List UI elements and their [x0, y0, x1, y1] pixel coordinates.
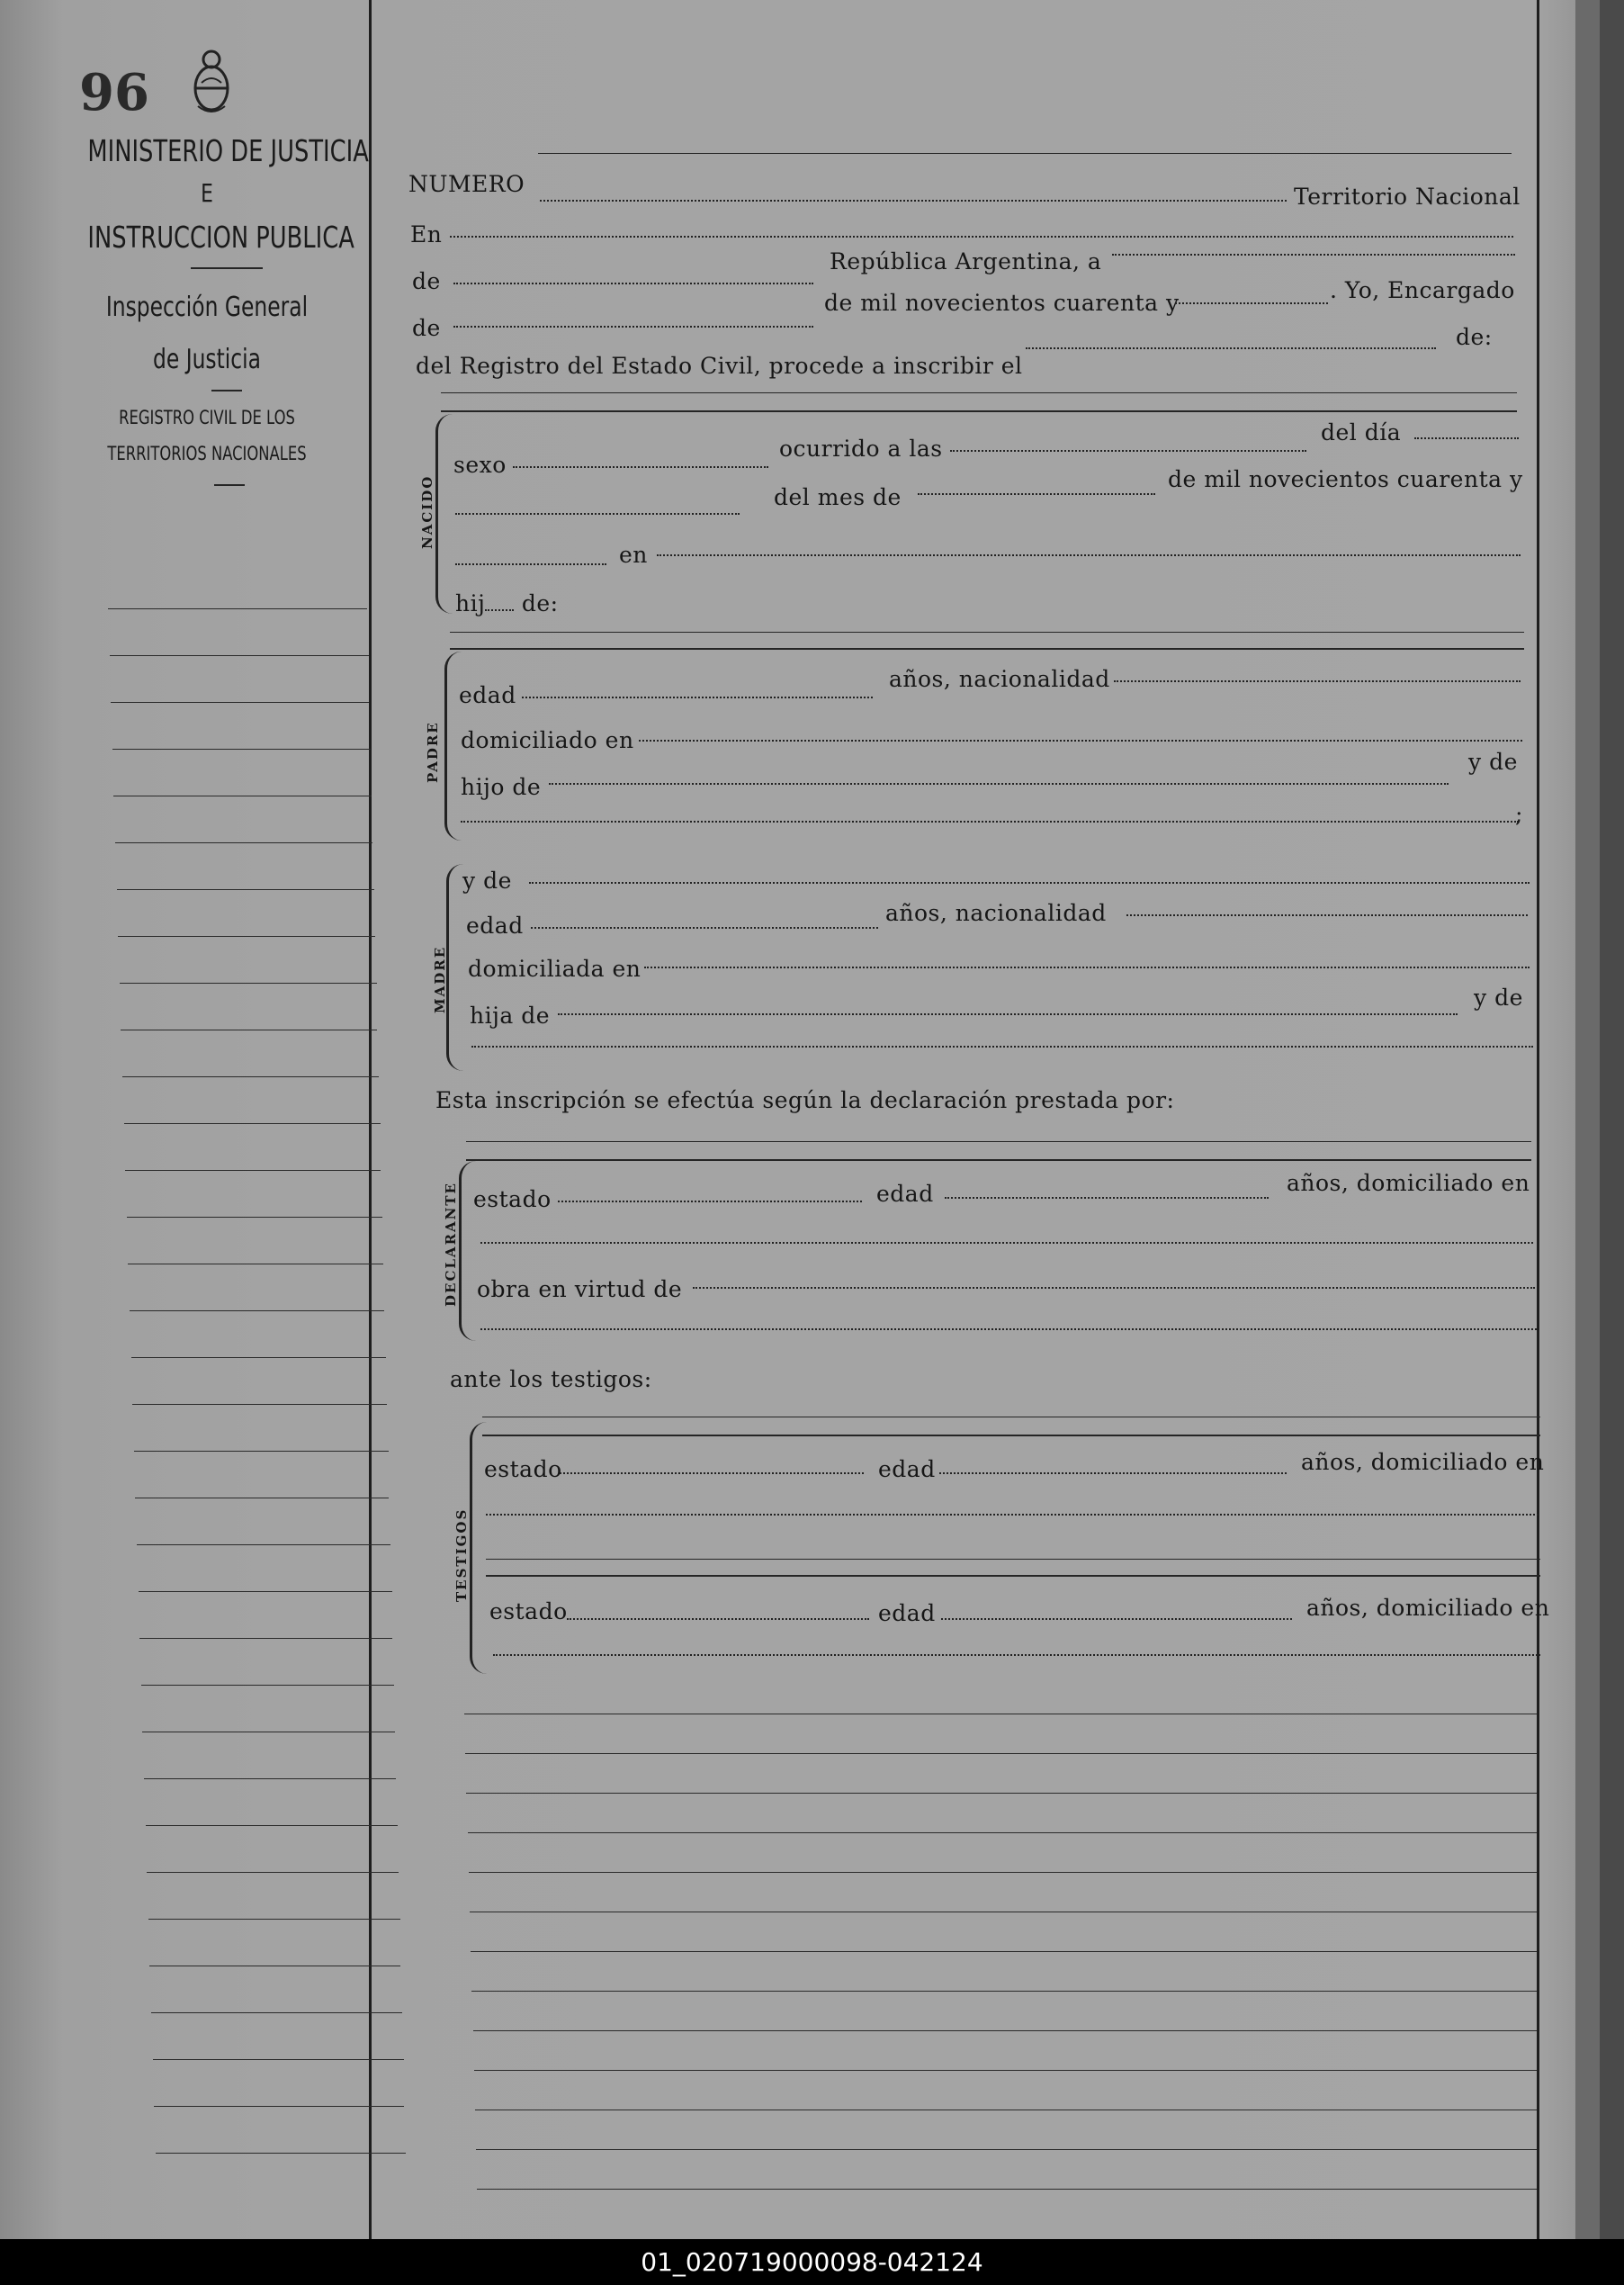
- hij-text: hij: [455, 590, 486, 616]
- testigo1-domicilio-field[interactable]: [486, 1514, 1539, 1516]
- blank-line[interactable]: [477, 2189, 1537, 2190]
- margin-note-line[interactable]: [110, 655, 369, 656]
- del-dia-label: del día: [1321, 419, 1402, 445]
- testigo2-edad-label: edad: [878, 1600, 936, 1626]
- en-nac-label: en: [619, 542, 648, 568]
- del-mes-label: del mes de: [774, 484, 902, 510]
- margin-note-line[interactable]: [137, 1544, 390, 1545]
- madre-domiciliada-label: domiciliada en: [468, 956, 642, 982]
- testigo2-domicilio-field[interactable]: [493, 1654, 1540, 1656]
- madre-hija-de-label: hija de: [470, 1003, 550, 1029]
- margin-note-line[interactable]: [108, 608, 367, 609]
- margin-note-line[interactable]: [131, 1357, 386, 1358]
- image-id-bar: [0, 2239, 1624, 2285]
- padre-edad-field[interactable]: [522, 697, 873, 698]
- rule-d: [450, 648, 1524, 650]
- hora-field[interactable]: [950, 450, 1306, 452]
- mes-field[interactable]: [918, 493, 1155, 495]
- testigo1-edad-label: edad: [878, 1456, 936, 1482]
- blank-line[interactable]: [471, 1991, 1537, 1992]
- padre-brace: [444, 652, 462, 841]
- declarante-domicilio-field[interactable]: [480, 1242, 1533, 1244]
- margin-note-line[interactable]: [118, 936, 375, 937]
- padre-nacionalidad-field[interactable]: [1114, 680, 1521, 682]
- margin-note-line[interactable]: [130, 1310, 384, 1311]
- mil-novecientos-label: de mil novecientos cuarenta y: [824, 290, 1180, 316]
- testigos-side-label: TESTIGOS: [453, 1507, 470, 1602]
- padre-hijo-de-field[interactable]: [549, 783, 1449, 785]
- hij-label: [455, 590, 559, 616]
- registry-line2: TERRITORIOS NACIONALES: [107, 443, 307, 464]
- margin-note-line[interactable]: [132, 1404, 387, 1405]
- margin-note-line[interactable]: [112, 749, 371, 750]
- page-edge: [1575, 0, 1600, 2239]
- rule-a: [441, 392, 1517, 393]
- lugar-field[interactable]: [657, 554, 1521, 556]
- margin-note-line[interactable]: [151, 2012, 402, 2013]
- ante-testigos-label: ante los testigos:: [450, 1366, 652, 1392]
- margin-note-line[interactable]: [125, 1170, 381, 1171]
- rule-e: [466, 1141, 1531, 1142]
- esta-inscripcion-label: Esta inscripción se efectúa según la declaración prestada por:: [435, 1087, 1175, 1113]
- margin-note-line[interactable]: [154, 2106, 404, 2107]
- ministry-line2: E: [201, 178, 213, 208]
- madre-edad-label: edad: [466, 913, 524, 939]
- margin-note-line[interactable]: [127, 1217, 382, 1218]
- numero-field[interactable]: [540, 200, 1287, 202]
- testigo1-edad-field[interactable]: [939, 1472, 1287, 1474]
- madre-edad-field[interactable]: [531, 927, 878, 929]
- madre-y-de-label: y de: [462, 868, 512, 894]
- madre-y-de-label-2: y de: [1474, 985, 1523, 1011]
- dia-field[interactable]: [1414, 437, 1519, 439]
- margin-note-line[interactable]: [139, 1591, 392, 1592]
- rule-h: [482, 1435, 1540, 1436]
- margin-note-line[interactable]: [141, 1685, 394, 1686]
- margin-note-line[interactable]: [120, 983, 377, 984]
- testigo1-estado-field[interactable]: [560, 1472, 864, 1474]
- margin-note-line[interactable]: [156, 2153, 406, 2154]
- madre-nombre-field[interactable]: [529, 882, 1530, 884]
- blank-line[interactable]: [465, 1753, 1537, 1754]
- ocurrido-label: ocurrido a las: [779, 436, 943, 462]
- anio-nac-field[interactable]: [455, 563, 606, 565]
- margin-note-line[interactable]: [115, 842, 372, 843]
- nacido-brace: [435, 414, 453, 614]
- margin-note-line[interactable]: [124, 1123, 381, 1124]
- margin-note-line[interactable]: [117, 889, 374, 890]
- padre-domiciliado-label: domiciliado en: [461, 727, 634, 753]
- semicolon: ;: [1515, 801, 1523, 827]
- header-rule-2: [211, 390, 242, 391]
- declarante-obra-field[interactable]: [693, 1287, 1535, 1289]
- anio-field[interactable]: [1175, 302, 1328, 304]
- territorio-label: Territorio Nacional: [1294, 184, 1521, 210]
- padre-y-de-label: y de: [1468, 749, 1518, 775]
- page-number: 96: [79, 63, 149, 122]
- de-label-1: de: [412, 268, 441, 294]
- republica-label: República Argentina, a: [830, 248, 1102, 274]
- declarante-estado-label: estado: [473, 1186, 552, 1212]
- declarante-obra-label: obra en virtud de: [477, 1276, 683, 1302]
- madre-padres-field[interactable]: [471, 1046, 1533, 1048]
- en-field[interactable]: [450, 236, 1513, 238]
- top-rule: [538, 153, 1512, 154]
- margin-note-line[interactable]: [134, 1451, 389, 1452]
- blank-line[interactable]: [476, 2149, 1537, 2150]
- ministry-line3: INSTRUCCION PUBLICA: [87, 220, 354, 255]
- header-rule-3: [214, 484, 245, 486]
- blank-line[interactable]: [468, 1832, 1537, 1833]
- nacido-side-label: NACIDO: [419, 474, 435, 549]
- padre-domicilio-field[interactable]: [639, 740, 1522, 742]
- sexo-field[interactable]: [513, 466, 768, 468]
- hij-de-text: de:: [521, 590, 559, 616]
- de-field-2[interactable]: [453, 326, 813, 328]
- testigo2-estado-field[interactable]: [567, 1618, 869, 1620]
- madre-domicilio-field[interactable]: [644, 967, 1530, 968]
- fecha-field[interactable]: [1112, 254, 1515, 256]
- blank-line[interactable]: [466, 1793, 1537, 1794]
- de-field-1[interactable]: [453, 283, 813, 284]
- numero-label: NUMERO: [408, 171, 525, 197]
- mil-nov-label-2: de mil novecientos cuarenta y: [1168, 466, 1523, 492]
- rule-i: [486, 1559, 1540, 1560]
- margin-note-line[interactable]: [144, 1778, 396, 1779]
- rule-b: [441, 410, 1517, 412]
- declarante-edad-field[interactable]: [945, 1197, 1269, 1199]
- rule-c: [450, 632, 1524, 633]
- margin-note-line[interactable]: [148, 1919, 400, 1920]
- en-label: En: [410, 221, 443, 247]
- header-rule: [191, 267, 263, 269]
- blank-line[interactable]: [474, 2070, 1537, 2071]
- right-margin-rule: [1537, 0, 1539, 2239]
- office-line1: Inspección General: [105, 292, 309, 323]
- padre-edad-label: edad: [459, 682, 516, 708]
- declarante-obra-cont-field[interactable]: [480, 1328, 1537, 1330]
- declarante-estado-field[interactable]: [558, 1201, 862, 1202]
- padre-madre-field[interactable]: [461, 821, 1519, 823]
- blank-line[interactable]: [469, 1872, 1537, 1873]
- madre-brace: [446, 864, 463, 1071]
- declarante-edad-label: edad: [876, 1181, 934, 1207]
- testigo1-anos-label: años, domiciliado en: [1301, 1449, 1545, 1475]
- testigo2-estado-label: estado: [489, 1598, 568, 1624]
- office-line2: de Justicia: [153, 344, 261, 375]
- declarante-side-label: DECLARANTE: [443, 1182, 459, 1307]
- registry-line1: REGISTRO CIVIL DE LOS: [119, 407, 295, 428]
- margin-note-line[interactable]: [139, 1638, 392, 1639]
- sexo-label: sexo: [453, 452, 507, 478]
- margin-note-line[interactable]: [147, 1872, 399, 1873]
- rule-j: [486, 1575, 1540, 1577]
- padre-hijo-de-label: hijo de: [461, 774, 542, 800]
- padre-side-label: PADRE: [425, 721, 441, 783]
- blank-line[interactable]: [471, 1951, 1537, 1952]
- dia-cont-field[interactable]: [455, 513, 740, 515]
- declarante-anos-label: años, domiciliado en: [1287, 1170, 1530, 1196]
- coat-of-arms-icon: [189, 47, 234, 121]
- margin-note-line[interactable]: [111, 702, 369, 703]
- de-label-2: de: [412, 315, 441, 341]
- testigo2-edad-field[interactable]: [941, 1618, 1292, 1620]
- margin-note-line[interactable]: [146, 1825, 398, 1826]
- ministry-line1: MINISTERIO DE JUSTICIA: [87, 133, 369, 168]
- image-id-text: 01_020719000098-042124: [641, 2247, 983, 2277]
- madre-anos-label: años, nacionalidad: [885, 900, 1107, 926]
- de-colon-label: de:: [1456, 324, 1493, 350]
- left-margin-rule: [369, 0, 372, 2239]
- madre-nacionalidad-field[interactable]: [1126, 914, 1528, 916]
- testigo2-anos-label: años, domiciliado en: [1306, 1595, 1550, 1621]
- madre-hija-de-field[interactable]: [558, 1013, 1458, 1015]
- rule-f: [466, 1159, 1531, 1161]
- del-registro-label: del Registro del Estado Civil, procede a inscribir el: [416, 353, 1023, 379]
- blank-line[interactable]: [473, 2030, 1537, 2031]
- inscribir-field[interactable]: [1026, 347, 1436, 349]
- margin-note-line[interactable]: [122, 1076, 379, 1077]
- testigo1-estado-label: estado: [484, 1456, 562, 1482]
- padre-anos-label: años, nacionalidad: [889, 666, 1110, 692]
- yo-encargado-label: . Yo, Encargado: [1330, 277, 1515, 303]
- margin-note-line[interactable]: [153, 2059, 404, 2060]
- madre-side-label: MADRE: [432, 945, 448, 1013]
